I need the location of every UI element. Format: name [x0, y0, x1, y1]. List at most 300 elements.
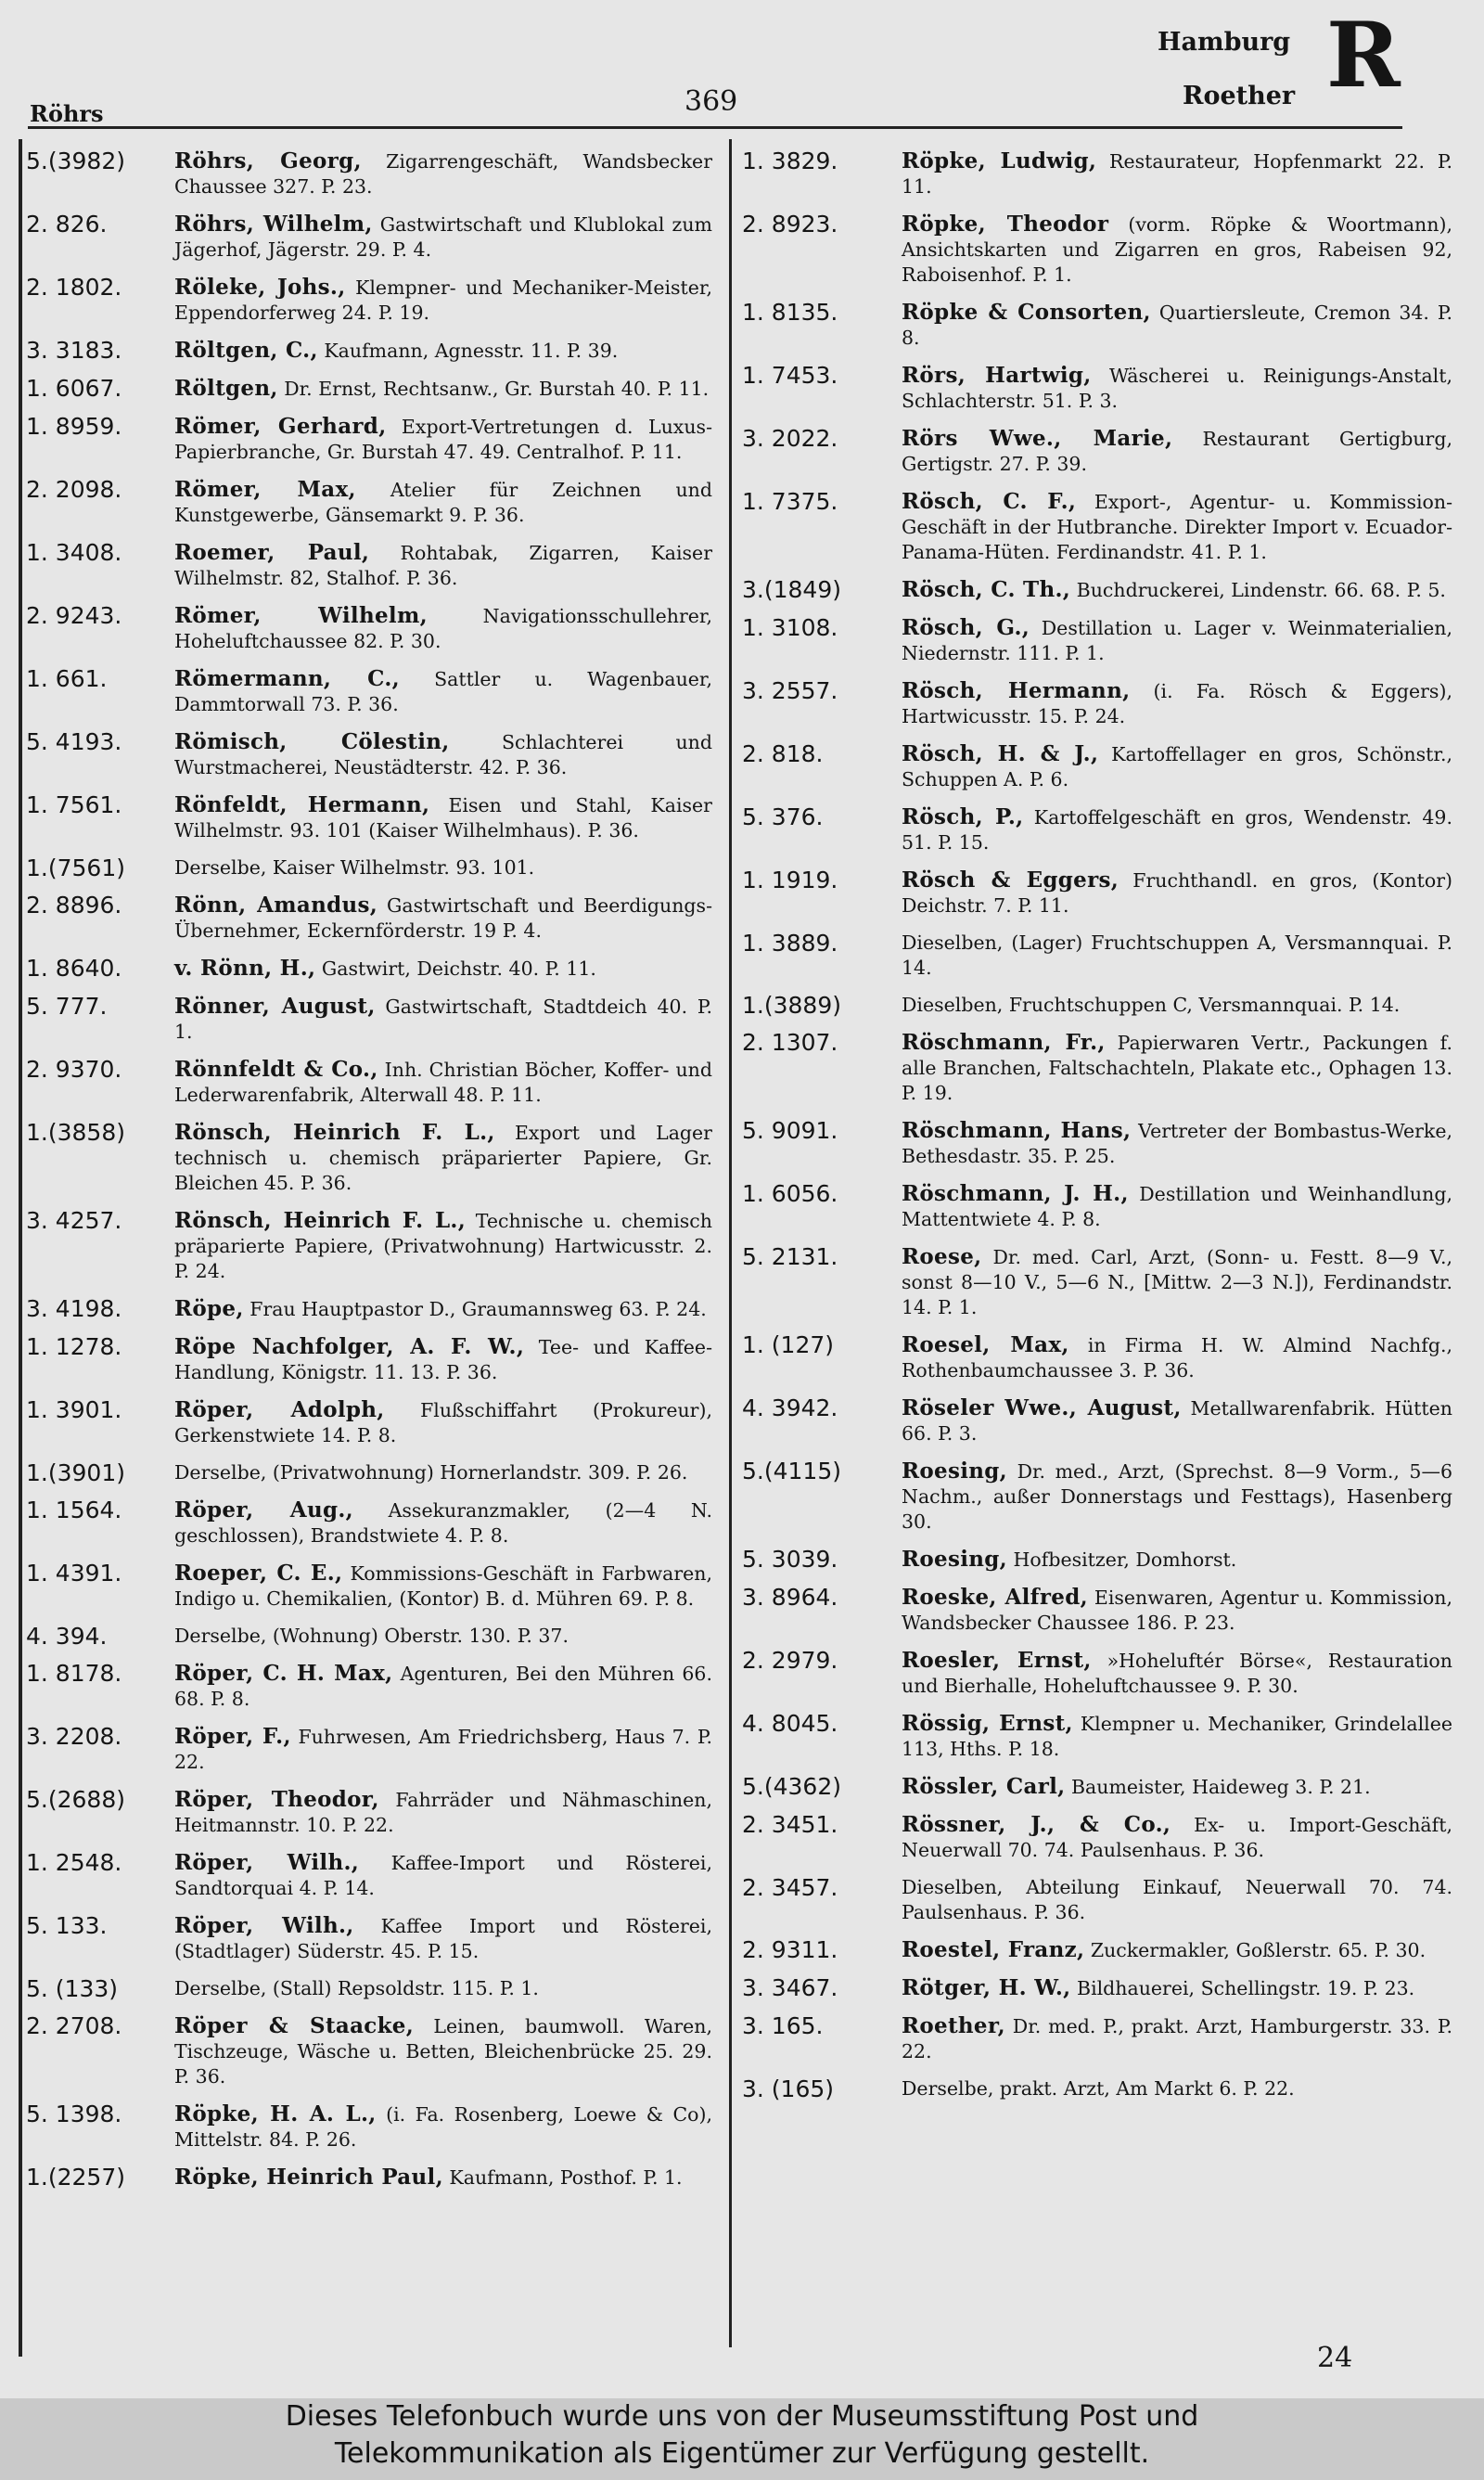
- directory-entry: [26, 1561, 712, 1612]
- directory-entry: [26, 855, 712, 880]
- entry-text: [902, 1332, 1452, 1383]
- directory-entry: [742, 1395, 1452, 1446]
- entry-description: Fahrräder und Nähmaschinen, Heitmannstr. 10. P. 22.: [174, 1789, 712, 1836]
- directory-entry: [742, 1030, 1452, 1106]
- header-letter: R: [1326, 3, 1401, 108]
- left-margin-rule: [19, 139, 22, 2357]
- entry-phone-number: 3.(1849): [742, 576, 841, 603]
- directory-entry: [742, 2076, 1452, 2101]
- entry-name: Röper, Theodor,: [174, 1787, 379, 1812]
- entry-description: Bildhauerei, Schellingstr. 19. P. 23.: [1077, 1977, 1415, 1999]
- directory-entry: [26, 1057, 712, 1108]
- entry-description: Kaufmann, Posthof. P. 1.: [449, 2166, 683, 2189]
- entry-phone-number: 3. 2208.: [26, 1723, 122, 1750]
- entry-text: [174, 2101, 712, 2152]
- directory-entry: [742, 1332, 1452, 1383]
- entry-name: Roether,: [902, 2013, 1005, 2038]
- entry-phone-number: 3. 3183.: [26, 337, 122, 364]
- entry-name: Römermann, C.,: [174, 666, 400, 691]
- entry-name: Roesing,: [902, 1458, 1007, 1484]
- entry-name: Rösch, P.,: [902, 804, 1024, 829]
- header-last-entry: Roether: [1183, 82, 1296, 110]
- entry-name: Römer, Wilhelm,: [174, 603, 428, 628]
- entry-description: Dr. Ernst, Rechtsanw., Gr. Burstah 40. P. 11.: [284, 378, 710, 400]
- directory-entry: [26, 1724, 712, 1775]
- entry-phone-number: 2. 9311.: [742, 1936, 838, 1963]
- entry-description: Quartiersleute, Cremon 34. P. 8.: [902, 302, 1452, 349]
- entry-name: v. Rönn, H.,: [174, 956, 316, 981]
- entry-phone-number: 5. 1398.: [26, 2101, 122, 2127]
- entry-description: Restaurant Gertigburg, Gertigstr. 27. P. 39.: [902, 428, 1452, 475]
- entry-phone-number: 2. 9370.: [26, 1056, 122, 1083]
- entry-description: Zigarrengeschäft, Wandsbecker Chaussee 327. P. 23.: [174, 150, 712, 198]
- entry-text: [174, 1976, 712, 2001]
- directory-entry: [26, 1913, 712, 1964]
- directory-entry: [742, 867, 1452, 919]
- entry-phone-number: 2. 3457.: [742, 1874, 838, 1901]
- entry-description: Destillation und Weinhandlung, Mattentwiete 4. P. 8.: [902, 1183, 1452, 1230]
- entry-description: Kartoffelgeschäft en gros, Wendenstr. 49. 51. P. 15.: [902, 806, 1452, 854]
- entry-description: Rohtabak, Zigarren, Kaiser Wilhelmstr. 82, Stalhof. P. 36.: [174, 542, 712, 589]
- entry-description: Dieselben, Abteilung Einkauf, Neuerwall 70. 74. Paulsenhaus. P. 36.: [902, 1876, 1452, 1923]
- entry-text: [174, 1724, 712, 1775]
- entry-text: [174, 540, 712, 591]
- entry-name: Röper, Wilh.,: [174, 1913, 354, 1938]
- entry-name: Rösch, G.,: [902, 615, 1030, 640]
- entry-phone-number: 1. 6067.: [26, 375, 122, 402]
- directory-entry: [742, 1875, 1452, 1925]
- entry-name: Roese,: [902, 1244, 982, 1269]
- entry-name: Roesel, Max,: [902, 1332, 1069, 1357]
- entry-text: [902, 1812, 1452, 1863]
- entry-text: [174, 1661, 712, 1712]
- directory-entry: [26, 1296, 712, 1322]
- entry-text: [902, 931, 1452, 981]
- entry-phone-number: 2. 1802.: [26, 274, 122, 301]
- entry-text: [174, 1850, 712, 1901]
- entry-name: Römisch, Cölestin,: [174, 729, 450, 754]
- entry-phone-number: 1.(3901): [26, 1459, 125, 1486]
- entry-text: [174, 956, 712, 982]
- entry-description: Dr. med. P., prakt. Arzt, Hamburgerstr. 33. P. 22.: [902, 2015, 1452, 2062]
- entry-description: Restaurateur, Hopfenmarkt 22. P. 11.: [902, 150, 1452, 198]
- entry-description: Derselbe, prakt. Arzt, Am Markt 6. P. 22.: [902, 2077, 1295, 2100]
- directory-entry: [26, 1497, 712, 1548]
- entry-description: Fruchthandl. en gros, (Kontor) Deichstr. 7. P. 11.: [902, 869, 1452, 917]
- entry-name: Röper, C. H. Max,: [174, 1661, 393, 1686]
- entry-description: Vertreter der Bombastus-Werke, Bethesdastr. 35. P. 25.: [902, 1120, 1452, 1167]
- directory-entry: [26, 893, 712, 944]
- entry-text: [902, 993, 1452, 1018]
- entry-name: Röper, Wilh.,: [174, 1850, 360, 1875]
- entry-phone-number: 1. 3829.: [742, 148, 838, 174]
- entry-text: [902, 678, 1452, 729]
- entry-phone-number: 1.(7561): [26, 855, 125, 881]
- entry-description: Export-, Agentur- u. Kommission-Geschäft in der Hutbranche. Direkter Import v. Ecuador-Panama-Hüten. Ferdinandstr. 41. P. 1.: [902, 491, 1452, 563]
- footer-line-2: Telekommunikation als Eigentümer zur Verfügung gestellt.: [334, 2437, 1150, 2470]
- directory-entry: [742, 931, 1452, 981]
- entry-phone-number: 2. 8896.: [26, 892, 122, 919]
- directory-entry: [742, 1118, 1452, 1169]
- entry-name: Röhrs, Georg,: [174, 148, 362, 173]
- directory-entry: [26, 956, 712, 982]
- entry-phone-number: 2. 2708.: [26, 2012, 122, 2039]
- directory-entry: [742, 804, 1452, 855]
- directory-entry: [26, 1661, 712, 1712]
- entry-phone-number: 4. 394.: [26, 1623, 108, 1650]
- directory-entry: [742, 2013, 1452, 2064]
- entry-name: Röpke, Ludwig,: [902, 148, 1097, 173]
- entry-name: Röleke, Johs.,: [174, 275, 346, 300]
- entry-description: Eisenwaren, Agentur u. Kommission, Wandsbecker Chaussee 186. P. 23.: [902, 1587, 1452, 1634]
- directory-entry: [26, 1787, 712, 1838]
- entry-phone-number: 1.(2257): [26, 2164, 125, 2191]
- directory-entry: [742, 1458, 1452, 1535]
- entry-description: Derselbe, (Privatwohnung) Hornerlandstr. 309. P. 26.: [174, 1461, 688, 1484]
- directory-entry: [26, 729, 712, 780]
- entry-phone-number: 5. 376.: [742, 803, 824, 830]
- directory-entry: [742, 1711, 1452, 1762]
- directory-entry: [742, 1244, 1452, 1320]
- directory-entry: [26, 994, 712, 1045]
- entry-text: [174, 1334, 712, 1385]
- directory-entry: [742, 489, 1452, 565]
- entry-name: Röpke, Theodor: [902, 212, 1109, 237]
- entry-name: Roeske, Alfred,: [902, 1585, 1088, 1610]
- entry-text: [174, 1397, 712, 1448]
- entry-text: [174, 2165, 712, 2191]
- entry-name: Röhrs, Wilhelm,: [174, 212, 373, 237]
- entry-phone-number: 1. 1919.: [742, 867, 838, 893]
- entry-description: Dieselben, (Lager) Fruchtschuppen A, Versmannquai. P. 14.: [902, 932, 1452, 979]
- entry-phone-number: 3. 3467.: [742, 1974, 838, 2001]
- entry-text: [174, 603, 712, 654]
- entry-name: Röper, Adolph,: [174, 1397, 385, 1422]
- entry-description: Derselbe, (Stall) Repsoldstr. 115. P. 1.: [174, 1977, 539, 1999]
- entry-name: Römer, Gerhard,: [174, 414, 387, 439]
- entry-phone-number: 1. 8640.: [26, 955, 122, 982]
- entry-name: Roesler, Ernst,: [902, 1648, 1092, 1673]
- entry-text: [174, 414, 712, 465]
- entry-name: Röltgen, C.,: [174, 338, 318, 363]
- entry-description: Buchdruckerei, Lindenstr. 66. 68. P. 5.: [1076, 579, 1446, 601]
- directory-entry: [26, 2101, 712, 2152]
- directory-entry: [742, 741, 1452, 792]
- entry-name: Röper & Staacke,: [174, 2013, 415, 2038]
- directory-entry: [742, 1975, 1452, 2001]
- entry-phone-number: 3. 4198.: [26, 1295, 122, 1322]
- entry-text: [174, 1624, 712, 1649]
- entry-text: [174, 1787, 712, 1838]
- footer-notice: [0, 2398, 1484, 2480]
- entry-description: Klempner- und Mechaniker-Meister, Eppendorferweg 24. P. 19.: [174, 276, 712, 324]
- entry-phone-number: 2. 1307.: [742, 1029, 838, 1056]
- entry-description: Assekuranzmakler, (2—4 N. geschlossen), Brandstwiete 4. P. 8.: [174, 1499, 712, 1547]
- entry-description: Navigationsschullehrer, Hoheluftchaussee 82. P. 30.: [174, 605, 712, 652]
- directory-entry: [742, 1648, 1452, 1699]
- entry-description: Metallwarenfabrik. Hütten 66. P. 3.: [902, 1397, 1452, 1445]
- entry-text: [902, 300, 1452, 351]
- entry-text: [902, 804, 1452, 855]
- entry-text: [902, 1458, 1452, 1535]
- entry-phone-number: 5.(2688): [26, 1786, 125, 1813]
- entry-text: [174, 729, 712, 780]
- directory-entry: [26, 1334, 712, 1385]
- entry-text: [902, 1395, 1452, 1446]
- entry-text: [902, 1937, 1452, 1963]
- entry-name: Rörs Wwe., Marie,: [902, 426, 1173, 451]
- entry-name: Rössler, Carl,: [902, 1774, 1066, 1799]
- footer-line-1: Dieses Telefonbuch wurde uns von der Museumsstiftung Post und: [285, 2400, 1199, 2433]
- entry-description: in Firma H. W. Almind Nachfg., Rothenbaumchaussee 3. P. 36.: [902, 1334, 1452, 1381]
- entry-phone-number: 3. 4257.: [26, 1207, 122, 1234]
- entry-name: Röschmann, Hans,: [902, 1118, 1132, 1143]
- entry-name: Rörs, Hartwig,: [902, 363, 1092, 388]
- entry-phone-number: 5. 4193.: [26, 728, 122, 755]
- entry-text: [902, 1585, 1452, 1636]
- entry-text: [902, 489, 1452, 565]
- entry-phone-number: 3. 2022.: [742, 425, 838, 452]
- directory-entry: [26, 275, 712, 326]
- entry-description: Dr. med., Arzt, (Sprechst. 8—9 Vorm., 5—6 Nachm., außer Donnerstags und Festtags), Hasenberg 30.: [902, 1460, 1452, 1533]
- entry-phone-number: 5. 3039.: [742, 1546, 838, 1573]
- entry-description: »Hoheluftér Börse«, Restauration und Bierhalle, Hoheluftchaussee 9. P. 30.: [902, 1650, 1452, 1697]
- entry-phone-number: 1.(3889): [742, 992, 841, 1019]
- directory-entry: [26, 414, 712, 465]
- entry-description: Eisen und Stahl, Kaiser Wilhelmstr. 93. 101 (Kaiser Wilhelmhaus). P. 36.: [174, 794, 712, 842]
- entry-phone-number: 1. 4391.: [26, 1560, 122, 1587]
- entry-phone-number: 1. 8135.: [742, 299, 838, 326]
- entry-name: Rönner, August,: [174, 994, 376, 1019]
- entry-description: Kaufmann, Agnesstr. 11. P. 39.: [324, 340, 619, 362]
- entry-name: Röper, F.,: [174, 1724, 291, 1749]
- entry-name: Röpke, H. A. L.,: [174, 2101, 377, 2127]
- directory-entry: [26, 666, 712, 717]
- entry-text: [174, 1296, 712, 1322]
- directory-entry: [26, 540, 712, 591]
- page-header: [0, 0, 1484, 130]
- entry-description: Fuhrwesen, Am Friedrichsberg, Haus 7. P. 22.: [174, 1726, 712, 1773]
- entry-text: [174, 792, 712, 843]
- directory-entry: [26, 792, 712, 843]
- entry-name: Röper, Aug.,: [174, 1497, 353, 1523]
- directory-entry: [26, 603, 712, 654]
- entry-phone-number: 1. 7453.: [742, 362, 838, 389]
- entry-text: [902, 148, 1452, 199]
- entry-phone-number: 1. 3408.: [26, 539, 122, 566]
- directory-entry: [26, 1397, 712, 1448]
- entry-phone-number: 1. 8178.: [26, 1660, 122, 1687]
- entry-text: [902, 1181, 1452, 1232]
- directory-entry: [26, 2013, 712, 2089]
- header-rule: [28, 126, 1402, 129]
- entry-text: [174, 376, 712, 402]
- entry-text: [902, 1774, 1452, 1800]
- directory-entry: [26, 2165, 712, 2191]
- directory-entry: [742, 300, 1452, 351]
- entry-description: Kaffee Import und Rösterei, (Stadtlager) Süderstr. 45. P. 15.: [174, 1915, 712, 1962]
- entry-name: Röseler Wwe., August,: [902, 1395, 1182, 1420]
- entry-phone-number: 1. 6056.: [742, 1180, 838, 1207]
- directory-entry: [742, 212, 1452, 288]
- entry-text: [902, 577, 1452, 603]
- entry-text: [174, 212, 712, 263]
- entry-text: [902, 615, 1452, 666]
- entry-text: [902, 1875, 1452, 1925]
- entry-text: [174, 275, 712, 326]
- directory-entry: [742, 993, 1452, 1018]
- entry-name: Rösch & Eggers,: [902, 867, 1119, 893]
- entry-name: Röpe Nachfolger, A. F. W.,: [174, 1334, 525, 1359]
- entry-phone-number: 2. 826.: [26, 211, 108, 238]
- entry-text: [174, 1120, 712, 1196]
- entry-text: [174, 1561, 712, 1612]
- entry-text: [902, 741, 1452, 792]
- directory-entry: [742, 1812, 1452, 1863]
- directory-entry: [742, 426, 1452, 477]
- entry-name: Roeper, C. E.,: [174, 1561, 343, 1586]
- entry-text: [902, 2076, 1452, 2101]
- entry-name: Rösch, H. & J.,: [902, 741, 1099, 766]
- entry-phone-number: 1. 3108.: [742, 614, 838, 641]
- directory-entry: [26, 477, 712, 528]
- entry-text: [174, 1057, 712, 1108]
- directory-entry: [742, 1181, 1452, 1232]
- entry-phone-number: 5.(4115): [742, 1458, 841, 1484]
- entry-description: Baumeister, Haideweg 3. P. 21.: [1070, 1776, 1371, 1798]
- entry-phone-number: 2. 2098.: [26, 476, 122, 503]
- directory-entry: [742, 1774, 1452, 1800]
- directory-entry: [26, 376, 712, 402]
- directory-entry: [742, 1937, 1452, 1963]
- entry-name: Roestel, Franz,: [902, 1937, 1085, 1962]
- entry-phone-number: 5. 777.: [26, 993, 108, 1020]
- entry-phone-number: 3. 2557.: [742, 677, 838, 704]
- entry-text: [174, 855, 712, 880]
- entry-text: [902, 212, 1452, 288]
- entry-description: Sattler u. Wagenbauer, Dammtorwall 73. P. 36.: [174, 668, 712, 715]
- entry-description: (vorm. Röpke & Woortmann), Ansichtskarten und Zigarren en gros, Rabeisen 92, Raboisenhof. P. 1.: [902, 213, 1452, 286]
- entry-description: Gastwirtschaft und Klublokal zum Jägerhof, Jägerstr. 29. P. 4.: [174, 213, 712, 261]
- directory-entry: [742, 148, 1452, 199]
- entry-text: [902, 1648, 1452, 1699]
- entry-name: Rösch, C. Th.,: [902, 577, 1071, 602]
- entry-description: Gastwirt, Deichstr. 40. P. 11.: [321, 957, 596, 980]
- header-first-entry: Röhrs: [30, 100, 104, 127]
- entry-description: Export-Vertretungen d. Luxus-Papierbranche, Gr. Burstah 47. 49. Centralhof. P. 11.: [174, 416, 712, 463]
- entry-description: Ex- u. Import-Geschäft, Neuerwall 70. 74. Paulsenhaus. P. 36.: [902, 1814, 1452, 1861]
- entry-text: [902, 1711, 1452, 1762]
- directory-entry: [26, 212, 712, 263]
- entry-name: Röschmann, Fr.,: [902, 1030, 1106, 1055]
- entry-phone-number: 1.(3858): [26, 1119, 125, 1146]
- entry-text: [902, 363, 1452, 414]
- entry-description: (i. Fa. Rösch & Eggers), Hartwicusstr. 15. P. 24.: [902, 680, 1452, 727]
- entry-description: Zuckermakler, Goßlerstr. 65. P. 30.: [1090, 1939, 1426, 1961]
- entry-phone-number: 2. 2979.: [742, 1647, 838, 1674]
- entry-phone-number: 1. 7561.: [26, 791, 122, 818]
- entry-description: Atelier für Zeichnen und Kunstgewerbe, Gänsemarkt 9. P. 36.: [174, 479, 712, 526]
- entry-description: Dr. med. Carl, Arzt, (Sonn- u. Festt. 8—9 V., sonst 8—10 V., 5—6 N., [Mittw. 2—3 N.]), Ferdinandstr. 14. P. 1.: [902, 1246, 1452, 1318]
- directory-entry: [26, 1460, 712, 1485]
- entry-phone-number: 1. 2548.: [26, 1849, 122, 1876]
- entry-text: [174, 994, 712, 1045]
- header-page-number: 369: [684, 85, 738, 118]
- entry-text: [174, 2013, 712, 2089]
- entry-description: Derselbe, (Wohnung) Oberstr. 130. P. 37.: [174, 1625, 569, 1647]
- entry-phone-number: 1. 3901.: [26, 1396, 122, 1423]
- entry-description: Frau Hauptpastor D., Graumannsweg 63. P. 24.: [249, 1298, 707, 1320]
- entry-description: Destillation u. Lager v. Weinmaterialien, Niedernstr. 111. P. 1.: [902, 617, 1452, 664]
- entry-description: Kommissions-Geschäft in Farbwaren, Indigo u. Chemikalien, (Kontor) B. d. Mühren 69. P. 8.: [174, 1562, 712, 1610]
- entry-name: Rönnfeldt & Co.,: [174, 1057, 378, 1082]
- entry-description: Papierwaren Vertr., Packungen f. alle Branchen, Faltschachteln, Plakate etc., Ophagen 13. P. 19.: [902, 1032, 1452, 1104]
- entry-name: Römer, Max,: [174, 477, 356, 502]
- entry-description: Tee- und Kaffee-Handlung, Königstr. 11. 13. P. 36.: [174, 1336, 712, 1383]
- column-divider: [729, 139, 732, 2347]
- entry-phone-number: 1. (127): [742, 1331, 835, 1358]
- entry-name: Röltgen,: [174, 376, 278, 401]
- entry-description: Gastwirtschaft und Beerdigungs-Übernehmer, Eckernförderstr. 19 P. 4.: [174, 894, 712, 942]
- entry-phone-number: 2. 8923.: [742, 211, 838, 238]
- entry-name: Rönn, Amandus,: [174, 893, 378, 918]
- entry-name: Rötger, H. W.,: [902, 1975, 1071, 2000]
- directory-entry: [26, 148, 712, 199]
- entry-phone-number: 1. 7375.: [742, 488, 838, 515]
- entry-description: Dieselben, Fruchtschuppen C, Versmannquai. P. 14.: [902, 994, 1401, 1016]
- entry-name: Rönsch, Heinrich F. L.,: [174, 1208, 467, 1233]
- entry-description: Technische u. chemisch präparierte Papiere, (Privatwohnung) Hartwicusstr. 2. P. 24.: [174, 1210, 712, 1282]
- entry-text: [174, 666, 712, 717]
- entry-phone-number: 2. 9243.: [26, 602, 122, 629]
- entry-phone-number: 1. 8959.: [26, 413, 122, 440]
- directory-entry: [742, 1547, 1452, 1573]
- entry-name: Roemer, Paul,: [174, 540, 370, 565]
- entry-name: Rössner, J., & Co.,: [902, 1812, 1171, 1837]
- entry-text: [902, 1030, 1452, 1106]
- entry-phone-number: 5. 133.: [26, 1912, 108, 1939]
- entry-text: [174, 893, 712, 944]
- entry-text: [174, 1913, 712, 1964]
- directory-entry: [742, 615, 1452, 666]
- entry-name: Röschmann, J. H.,: [902, 1181, 1129, 1206]
- entry-phone-number: 4. 3942.: [742, 1394, 838, 1421]
- entry-name: Rössig, Ernst,: [902, 1711, 1073, 1736]
- entry-phone-number: 5.(4362): [742, 1773, 841, 1800]
- directory-entry: [26, 1120, 712, 1196]
- entry-description: Klempner u. Mechaniker, Grindelallee 113, Hths. P. 18.: [902, 1713, 1452, 1760]
- entry-description: Export und Lager technisch u. chemisch präparierter Papiere, Gr. Bleichen 45. P. 36.: [174, 1122, 712, 1194]
- entry-text: [174, 1460, 712, 1485]
- entry-description: Flußschiffahrt (Prokureur), Gerkenstwiete 14. P. 8.: [174, 1399, 712, 1446]
- directory-entry: [742, 678, 1452, 729]
- entry-phone-number: 5. 9091.: [742, 1117, 838, 1144]
- entry-description: Inh. Christian Böcher, Koffer- und Lederwarenfabrik, Alterwall 48. P. 11.: [174, 1059, 712, 1106]
- entry-phone-number: 5.(3982): [26, 148, 125, 174]
- entry-text: [902, 426, 1452, 477]
- entry-name: Röpke & Consorten,: [902, 300, 1151, 325]
- entry-description: Kartoffellager en gros, Schönstr., Schuppen A. P. 6.: [902, 743, 1452, 790]
- entry-phone-number: 1. 661.: [26, 665, 108, 692]
- entry-name: Röpe,: [174, 1296, 244, 1321]
- entry-text: [174, 148, 712, 199]
- entry-phone-number: 3. 8964.: [742, 1584, 838, 1611]
- entry-text: [174, 1208, 712, 1284]
- entry-text: [174, 477, 712, 528]
- entry-name: Rösch, Hermann,: [902, 678, 1131, 703]
- entry-text: [174, 1497, 712, 1548]
- directory-entry: [26, 1208, 712, 1284]
